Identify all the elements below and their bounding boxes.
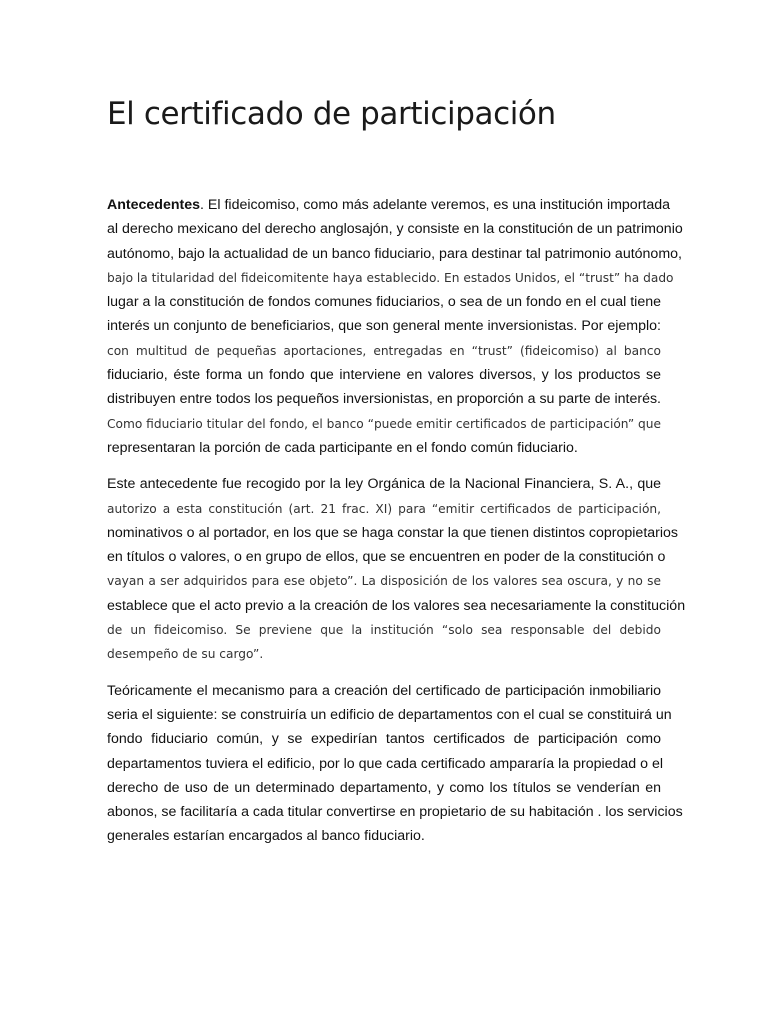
paragraph-line: con multitud de pequeñas aportaciones, entregadas en “trust” (fideicomiso) al banco [107,343,661,358]
paragraph-line: fondo fiduciario común, y se expedirían tantos certificados de participación como [107,731,661,748]
paragraph-line: desempeño de su cargo”. [107,647,264,662]
paragraph-antecedente-ley [107,472,686,666]
paragraph-line-text: . El fideicomiso, como más adelante veremos, es una institución importada [200,197,671,213]
paragraph-line: nominativos o al portador, en los que se haga constar la que tienen distintos copropietarios [107,524,679,541]
paragraph-line: distribuyen entre todos los pequeños inversionistas, en proporción a su parte de interés. [107,391,661,408]
page-title: El certificado de participación [107,96,556,132]
section-lead-label: Antecedentes [107,197,201,213]
paragraph-line: lugar a la constitución de fondos comunes fiduciarios, o sea de un fondo en el cual tiene [107,294,661,311]
paragraph-line: derecho de uso de un determinado departamento, y como los títulos se venderían en [107,779,661,796]
paragraph-line: en títulos o valores, o en grupo de ellos, que se encuentren en poder de la constitución o [107,549,666,566]
paragraph-line: bajo la titularidad del fideicomitente haya establecido. En estados Unidos, el “trust” ha dado [107,270,674,285]
paragraph-line: Teóricamente el mecanismo para a creación del certificado de participación inmobiliario [107,682,661,699]
document-body [107,193,686,861]
paragraph-line: Como fiduciario titular del fondo, el banco “puede emitir certificados de participación” que [107,416,661,431]
paragraph-mecanismo [107,679,683,849]
paragraph-line: seria el siguiente: se construiría un edificio de departamentos con el cual se constituirá un [107,706,672,723]
paragraph-line: abonos, se facilitaría a cada titular convertirse en propietario de su habitación . los servicios [107,804,683,821]
paragraph-line: fiduciario, éste forma un fondo que interviene en valores diversos, y los productos se [107,367,661,384]
paragraph-line: Este antecedente fue recogido por la ley Orgánica de la Nacional Financiera, S. A., que [107,476,661,493]
paragraph-line: interés un conjunto de beneficiarios, que son general mente inversionistas. Por ejemplo: [107,318,661,335]
paragraph-line: al derecho mexicano del derecho anglosajón, y consiste en la constitución de un patrimonio [107,221,683,238]
paragraph-line: vayan a ser adquiridos para ese objeto”. La disposición de los valores sea oscura, y no se [107,574,661,589]
paragraph-line: establece que el acto previo a la creación de los valores sea necesariamente la constitución [107,597,686,614]
paragraph-line: generales estarían encargados al banco fiduciario. [107,828,425,845]
paragraph-line: departamentos tuviera el edificio, por lo que cada certificado ampararía la propiedad o el [107,755,664,772]
paragraph-antecedentes [107,193,683,460]
paragraph-line [107,193,671,217]
paragraph-line: autónomo, bajo la actualidad de un banco fiduciario, para destinar tal patrimonio autónomo, [107,245,682,262]
paragraph-line: de un fideicomiso. Se previene que la institución “solo sea responsable del debido [107,623,661,638]
paragraph-line: autorizo a esta constitución (art. 21 frac. XI) para “emitir certificados de participación, [107,501,661,516]
paragraph-line: representaran la porción de cada participante en el fondo común fiduciario. [107,439,578,456]
